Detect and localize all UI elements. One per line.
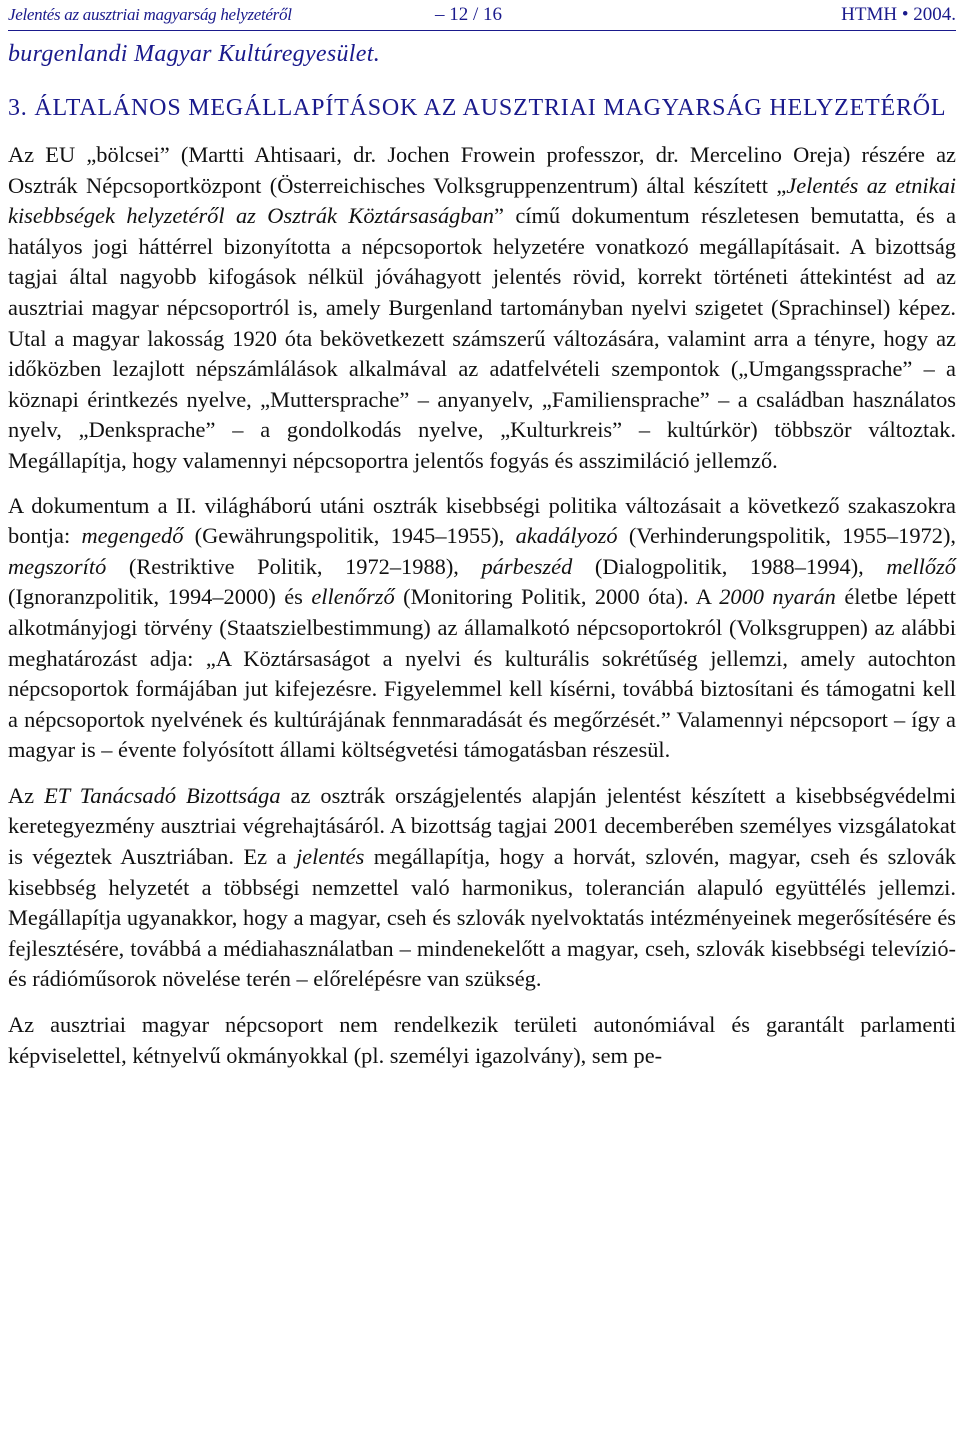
text-run: megállapítja, hogy a horvát, szlovén, magyar, cseh és szlovák kisebbség helyzetét a többségi nemzettel való harmonikus, tolerancián alapuló együttélés jellemzi. Megállapítja ugyanakkor, hogy a magyar, cseh és szlovák nyelvoktatás intézményeinek megerősítésére és fejlesztésére, továbbá a médiahasználatban – mindenekelőtt a magyar, cseh, szlovák kisebbségi televízió- és rádióműsorok növelése terén – előrelépésre van szükség.: [8, 844, 956, 992]
document-page: [8, 0, 956, 1071]
text-run: ” című dokumentum részletesen bemutatta, és a hatályos jogi háttérrel bizonyította a népcsoportok helyzetére vonatkozó megállapításait. A bizottság tagjai által nagyobb kifogások nélkül jóváhagyott jelentés rövid, korrekt történeti áttekintést ad az ausztriai magyar népcsoportról is, amely Burgenland tartományban nyelvi szigetet (Sprachinsel) képez. Utal a magyar lakosság 1920 óta bekövetkezett számszerű változására, valamint arra a tényre, hogy az időközben lezajlott népszámlálások alkalmával az adatfelvételi szempontok („Umgangssprache” – a köznapi érintkezés nyelve, „Muttersprache” – anyanyelv, „Familiensprache” – a családban használatos nyelv, „Denksprache” – a gondolkodás nyelve, „Kulturkreis” – kultúrkör) többször változtak. Megállapítja, hogy valamennyi népcsoportra jelentős fogyás és asszimiláció jellemző.: [8, 203, 957, 473]
section-heading: 3. ÁLTALÁNOS MEGÁLLAPÍTÁSOK AZ AUSZTRIAI MAGYARSÁG HELYZETÉRŐL: [8, 95, 947, 121]
header-publisher-year: HTMH • 2004.: [841, 4, 956, 25]
italic-term: megszorító: [8, 553, 107, 579]
header-document-title: Jelentés az ausztriai magyarság helyzetéről: [8, 5, 292, 24]
text-run: (Dialogpolitik, 1988–1994),: [572, 553, 887, 579]
italic-term: ellenőrző: [311, 584, 395, 610]
text-run: Az EU „bölcsei” (Martti Ahtisaari, dr. Jochen Frowein professzor, dr. Mercelino Oreja) részére az Osztrák Népcsoportközpont (Österreichisches Volksgruppenzentrum) által készített „: [8, 142, 956, 198]
italic-term: ET Tanácsadó Bizottsága: [44, 782, 281, 808]
text-run: (Verhinderungspolitik, 1955–1972),: [617, 523, 956, 549]
paragraph-autonomy: [8, 1010, 956, 1071]
text-run: az osztrák országjelentés alapján jelentést készített a kisebbségvédelmi keretegyezmény ausztriai végrehajtásáról. A bizottság tagjai 2001 decemberében személyes vizsgálatokat is végeztek Ausztriában. Ez a: [8, 782, 956, 870]
header-page-number: – 12 / 16: [435, 4, 503, 25]
continued-text-line: burgenlandi Magyar Kultúregyesület.: [8, 41, 380, 67]
paragraph-eu-wise-men: [8, 140, 956, 477]
paragraph-policy-phases: [8, 491, 956, 766]
italic-term: 2000 nyarán: [719, 584, 836, 610]
text-run: életbe lépett alkotmányjogi törvény (Staatszielbestimmung) az államalkotó népcsoportokról (Volksgruppen) az alábbi meghatározást adja: „A Köztársaságot a nyelvi és kulturális sokrétűség jellemzi, amely autochton népcsoportok formájában jut kifejezésre. Figyelemmel kell kísérni, továbbá biztosítani és támogatni kell a népcsoportok nyelvének és kultúrájának fennmaradását és megőrzését.” Valamennyi népcsoport – így a magyar is – évente folyósított állami költségvetési támogatásban részesül.: [8, 584, 956, 763]
italic-term: mellőző: [886, 553, 956, 579]
running-header: [8, 0, 956, 31]
italic-term: párbeszéd: [481, 553, 573, 579]
text-run: A dokumentum a II. világháború utáni osztrák kisebbségi politika változásait a következő szakaszokra bontja:: [8, 492, 956, 549]
paragraph-council-of-europe: [8, 781, 956, 995]
text-run: (Gewährungspolitik, 1945–1955),: [183, 523, 516, 549]
italic-report-title: Jelentés az etnikai kisebbségek helyzetéről az Osztrák Köztársaságban: [8, 172, 956, 229]
text-run: Az: [8, 782, 45, 808]
italic-term: jelentés: [295, 844, 365, 870]
text-run: (Ignoranzpolitik, 1994–2000) és: [8, 584, 312, 610]
text-run: Az ausztriai magyar népcsoport nem rendelkezik területi autonómiával és garantált parlamenti képviselettel, kétnyelvű okmányokkal (pl. személyi igazolvány), sem pe-: [8, 1012, 956, 1068]
text-run: (Monitoring Politik, 2000 óta). A: [394, 584, 720, 610]
text-run: (Restriktive Politik, 1972–1988),: [106, 553, 482, 579]
italic-term: akadályozó: [515, 523, 618, 549]
italic-term: megengedő: [81, 523, 184, 549]
